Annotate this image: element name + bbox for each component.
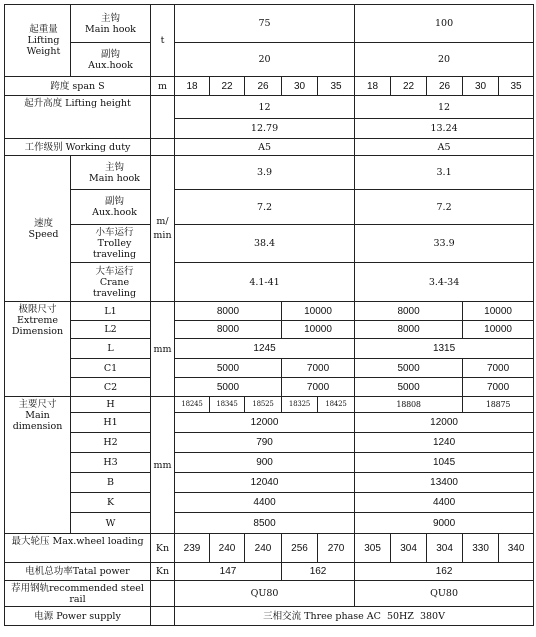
span-row [5, 77, 534, 96]
main-dim-h1-100: 12000 [355, 413, 534, 433]
main-dim-h1-row [5, 413, 534, 433]
extreme-c1-row [5, 359, 534, 378]
extreme-label [5, 302, 71, 397]
speed-label-zh: 速度 [33, 217, 53, 229]
extreme-c1-name: C1 [71, 359, 151, 378]
rail-label: 荐用钢轨recommended steel rail [5, 581, 151, 607]
wheel-75-2: 240 [245, 534, 282, 563]
total-power-label: 电机总功率Tatal power [5, 563, 151, 581]
lifting-weight-label-en: Lifting Weight [26, 35, 61, 57]
main-dim-w-name: W [71, 513, 151, 534]
lifting-height-unit [151, 96, 175, 139]
lifting-height-main-row [5, 96, 534, 119]
speed-trolley-en: Trolley traveling [92, 238, 137, 260]
wheel-75-1: 240 [210, 534, 245, 563]
speed-main-row [5, 156, 534, 190]
extreme-l-name: L [71, 339, 151, 359]
extreme-label-en: Extreme Dimension [11, 315, 64, 337]
main-dim-h2-100: 1240 [355, 433, 534, 453]
span-100-2: 26 [427, 77, 463, 96]
wheel-loading-label: 最大轮压 Max.wheel loading [5, 534, 151, 563]
extreme-c2-a75: 5000 [175, 378, 282, 397]
aux-hook-zh: 副钩 [100, 48, 120, 60]
main-dim-h-row [5, 397, 534, 413]
speed-trolley-zh: 小车运行 [95, 227, 134, 238]
main-dim-h1-75: 12000 [175, 413, 355, 433]
main-dim-w-row [5, 513, 534, 534]
speed-crane-zh: 大车运行 [95, 265, 134, 277]
extreme-unit: mm [151, 302, 175, 397]
wheel-100-4: 340 [499, 534, 534, 563]
wheel-75-4: 270 [318, 534, 355, 563]
main-dim-h2-75: 790 [175, 433, 355, 453]
main-dim-h2-name: H2 [71, 433, 151, 453]
extreme-c2-b100: 7000 [463, 378, 534, 397]
main-hook-100: 100 [355, 5, 534, 43]
span-75-1: 22 [210, 77, 245, 96]
power-supply-unit [151, 607, 175, 626]
speed-crane-100: 3.4-34 [355, 263, 534, 302]
wheel-loading-unit: Kn [151, 534, 175, 563]
speed-main-75: 3.9 [175, 156, 355, 190]
speed-trolley-label [71, 225, 151, 263]
lifting-weight-label-zh: 起重量 [29, 24, 58, 35]
crane-spec-table [4, 4, 534, 626]
extreme-c1-a100: 5000 [355, 359, 463, 378]
rail-row [5, 581, 534, 607]
rail-75: QU80 [175, 581, 355, 607]
extreme-l-75: 1245 [175, 339, 355, 359]
power-supply-value: 三相交流 Three phase AC 50HZ 380V [175, 607, 534, 626]
speed-label [5, 156, 71, 302]
speed-crane-en: Crane traveling [92, 276, 137, 299]
extreme-l2-a100: 8000 [355, 321, 463, 339]
speed-aux-row [5, 190, 534, 225]
main-hook-en: Main hook [85, 23, 136, 35]
working-duty-row [5, 139, 534, 156]
power-supply-label: 电源 Power supply [5, 607, 151, 626]
main-dim-h-75-1: 18345 [210, 397, 245, 413]
aux-hook-en: Aux.hook [88, 59, 133, 71]
speed-crane-label [71, 263, 151, 302]
extreme-label-zh: 极限尺寸 [18, 304, 57, 315]
lifting-height-main-75: 12 [175, 96, 355, 119]
main-dim-w-75: 8500 [175, 513, 355, 534]
main-dim-label-zh: 主要尺寸 [18, 399, 57, 410]
span-100-4: 35 [499, 77, 534, 96]
main-dim-label-en: Main dimension [12, 410, 63, 432]
lifting-height-aux-100: 13.24 [355, 119, 534, 139]
span-75-2: 26 [245, 77, 282, 96]
extreme-l2-a75: 8000 [175, 321, 282, 339]
span-75-0: 18 [175, 77, 210, 96]
speed-label-en: Speed [28, 228, 59, 240]
speed-aux-hook-label [71, 190, 151, 225]
wheel-100-3: 330 [463, 534, 499, 563]
extreme-c1-b100: 7000 [463, 359, 534, 378]
extreme-l1-a75: 8000 [175, 302, 282, 321]
span-75-3: 30 [282, 77, 318, 96]
extreme-l-row [5, 339, 534, 359]
working-duty-75: A5 [175, 139, 355, 156]
span-unit: m [151, 77, 175, 96]
wheel-75-3: 256 [282, 534, 318, 563]
main-dim-k-75: 4400 [175, 493, 355, 513]
lifting-height-label: 起升高度 Lifting height [5, 96, 151, 139]
main-dim-b-row [5, 473, 534, 493]
speed-trolley-75: 38.4 [175, 225, 355, 263]
total-power-unit: Kn [151, 563, 175, 581]
extreme-l2-row [5, 321, 534, 339]
wheel-100-2: 304 [427, 534, 463, 563]
extreme-l1-a100: 8000 [355, 302, 463, 321]
main-dim-unit: mm [151, 397, 175, 534]
lifting-weight-unit: t [151, 5, 175, 77]
speed-main-hook-zh: 主钩 [104, 161, 124, 173]
wheel-100-1: 304 [391, 534, 427, 563]
rail-100: QU80 [355, 581, 534, 607]
main-dim-h2-row [5, 433, 534, 453]
main-dim-b-75: 12040 [175, 473, 355, 493]
span-label: 跨度 span S [5, 77, 151, 96]
extreme-l2-b75: 10000 [282, 321, 355, 339]
span-100-0: 18 [355, 77, 391, 96]
main-dim-label [5, 397, 71, 534]
wheel-loading-row [5, 534, 534, 563]
main-dim-k-row [5, 493, 534, 513]
lifting-height-main-100: 12 [355, 96, 534, 119]
aux-hook-label [71, 43, 151, 77]
main-dim-h-75-2: 18525 [245, 397, 282, 413]
main-dim-h-a100: 18808 [355, 397, 463, 413]
lifting-height-aux-75: 12.79 [175, 119, 355, 139]
extreme-l2-name: L2 [71, 321, 151, 339]
speed-trolley-row [5, 225, 534, 263]
speed-trolley-100: 33.9 [355, 225, 534, 263]
wheel-75-0: 239 [175, 534, 210, 563]
main-dim-h3-name: H3 [71, 453, 151, 473]
working-duty-unit [151, 139, 175, 156]
extreme-c2-b75: 7000 [282, 378, 355, 397]
working-duty-100: A5 [355, 139, 534, 156]
main-dim-b-100: 13400 [355, 473, 534, 493]
power-supply-row [5, 607, 534, 626]
extreme-l-100: 1315 [355, 339, 534, 359]
main-dim-b-name: B [71, 473, 151, 493]
extreme-c2-row [5, 378, 534, 397]
main-dim-k-100: 4400 [355, 493, 534, 513]
speed-aux-75: 7.2 [175, 190, 355, 225]
speed-aux-100: 7.2 [355, 190, 534, 225]
extreme-l1-name: L1 [71, 302, 151, 321]
speed-main-hook-en: Main hook [89, 172, 140, 184]
speed-main-hook-label [71, 156, 151, 190]
working-duty-label: 工作级别 Working duty [5, 139, 151, 156]
total-power-100: 162 [355, 563, 534, 581]
main-dim-h1-name: H1 [71, 413, 151, 433]
extreme-c1-a75: 5000 [175, 359, 282, 378]
main-dim-h3-100: 1045 [355, 453, 534, 473]
extreme-c1-b75: 7000 [282, 359, 355, 378]
speed-unit: m/min [151, 156, 175, 302]
extreme-l1-b100: 10000 [463, 302, 534, 321]
wheel-100-0: 305 [355, 534, 391, 563]
span-75-4: 35 [318, 77, 355, 96]
lifting-weight-label [5, 5, 71, 77]
main-dim-w-100: 9000 [355, 513, 534, 534]
extreme-l1-row [5, 302, 534, 321]
total-power-b75: 162 [282, 563, 355, 581]
extreme-l1-b75: 10000 [282, 302, 355, 321]
span-100-1: 22 [391, 77, 427, 96]
speed-main-100: 3.1 [355, 156, 534, 190]
total-power-a75: 147 [175, 563, 282, 581]
aux-hook-75: 20 [175, 43, 355, 77]
speed-aux-hook-en: Aux.hook [92, 207, 137, 218]
main-dim-h-b100: 18875 [463, 397, 534, 413]
extreme-c2-name: C2 [71, 378, 151, 397]
main-dim-k-name: K [71, 493, 151, 513]
span-100-3: 30 [463, 77, 499, 96]
lifting-weight-main-row [5, 5, 534, 43]
main-dim-h-75-3: 18325 [282, 397, 318, 413]
main-dim-h3-75: 900 [175, 453, 355, 473]
aux-hook-100: 20 [355, 43, 534, 77]
rail-unit [151, 581, 175, 607]
main-hook-75: 75 [175, 5, 355, 43]
lifting-weight-aux-row [5, 43, 534, 77]
speed-crane-75: 4.1-41 [175, 263, 355, 302]
total-power-row [5, 563, 534, 581]
extreme-c2-a100: 5000 [355, 378, 463, 397]
main-dim-h3-row [5, 453, 534, 473]
main-dim-h-name: H [71, 397, 151, 413]
main-hook-label [71, 5, 151, 43]
main-hook-zh: 主钩 [100, 12, 120, 24]
speed-aux-hook-zh: 副钩 [104, 196, 124, 207]
main-dim-h-75-4: 18425 [318, 397, 355, 413]
main-dim-h-75-0: 18245 [175, 397, 210, 413]
speed-crane-row [5, 263, 534, 302]
extreme-l2-b100: 10000 [463, 321, 534, 339]
